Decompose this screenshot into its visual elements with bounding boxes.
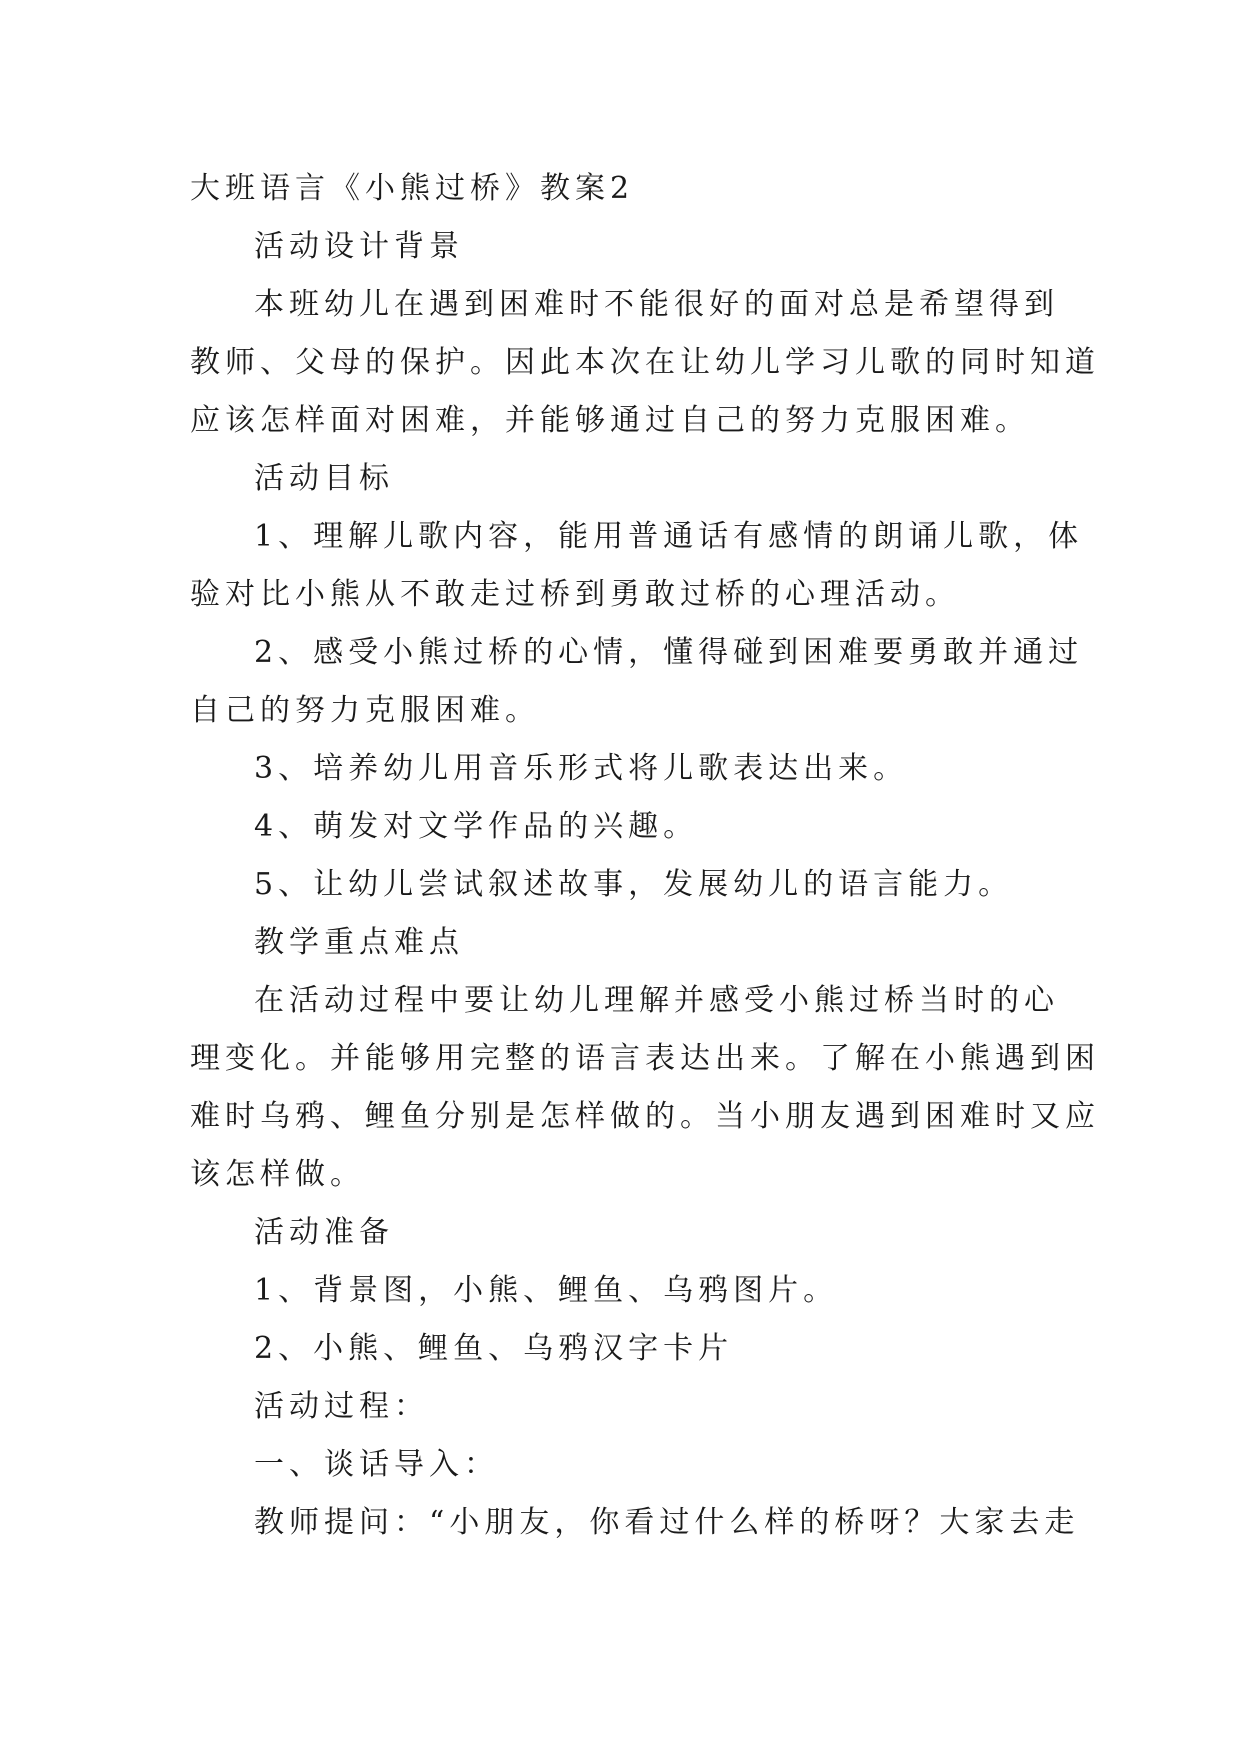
goal-item-3: 3、培养幼儿用音乐形式将儿歌表达出来。 xyxy=(254,751,909,786)
document-body xyxy=(190,160,1100,1552)
document-title: 大班语言《小熊过桥》教案2 xyxy=(190,171,635,206)
paragraph-line: 应该怎样面对困难，并能够通过自己的努力克服困难。 xyxy=(190,403,1030,438)
paragraph-line: 1、理解儿歌内容，能用普通话有感情的朗诵儿歌，体 xyxy=(254,519,1084,554)
section-heading-background: 活动设计背景 xyxy=(254,229,464,264)
paragraph-line: 难时乌鸦、鲤鱼分别是怎样做的。当小朋友遇到困难时又应 xyxy=(190,1099,1100,1134)
paragraph-line: 自己的努力克服困难。 xyxy=(190,693,540,728)
section-heading-preparation: 活动准备 xyxy=(254,1215,394,1250)
goal-item-5: 5、让幼儿尝试叙述故事，发展幼儿的语言能力。 xyxy=(254,867,1014,902)
process-step-1-heading: 一、谈话导入： xyxy=(254,1447,499,1482)
paragraph-key-points xyxy=(190,972,1100,1204)
preparation-item-2: 2、小熊、鲤鱼、乌鸦汉字卡片 xyxy=(254,1331,734,1366)
paragraph-line: 在活动过程中要让幼儿理解并感受小熊过桥当时的心 xyxy=(254,983,1059,1018)
process-step-1-text: 教师提问：“小朋友，你看过什么样的桥呀？大家去走 xyxy=(254,1505,1080,1540)
preparation-item-1: 1、背景图，小熊、鲤鱼、乌鸦图片。 xyxy=(254,1273,839,1308)
paragraph-line: 该怎样做。 xyxy=(190,1157,365,1192)
section-heading-process: 活动过程： xyxy=(254,1389,429,1424)
section-heading-key-points: 教学重点难点 xyxy=(254,925,464,960)
goal-item-4: 4、萌发对文学作品的兴趣。 xyxy=(254,809,699,844)
goal-item-2 xyxy=(190,624,1084,740)
paragraph-line: 教师、父母的保护。因此本次在让幼儿学习儿歌的同时知道 xyxy=(190,345,1100,380)
paragraph-line: 理变化。并能够用完整的语言表达出来。了解在小熊遇到困 xyxy=(190,1041,1100,1076)
section-heading-goals: 活动目标 xyxy=(254,461,394,496)
paragraph-line: 2、感受小熊过桥的心情，懂得碰到困难要勇敢并通过 xyxy=(254,635,1084,670)
paragraph-line: 验对比小熊从不敢走过桥到勇敢过桥的心理活动。 xyxy=(190,577,960,612)
paragraph-line: 本班幼儿在遇到困难时不能很好的面对总是希望得到 xyxy=(254,287,1059,322)
goal-item-1 xyxy=(190,508,1084,624)
paragraph-background xyxy=(190,276,1100,450)
